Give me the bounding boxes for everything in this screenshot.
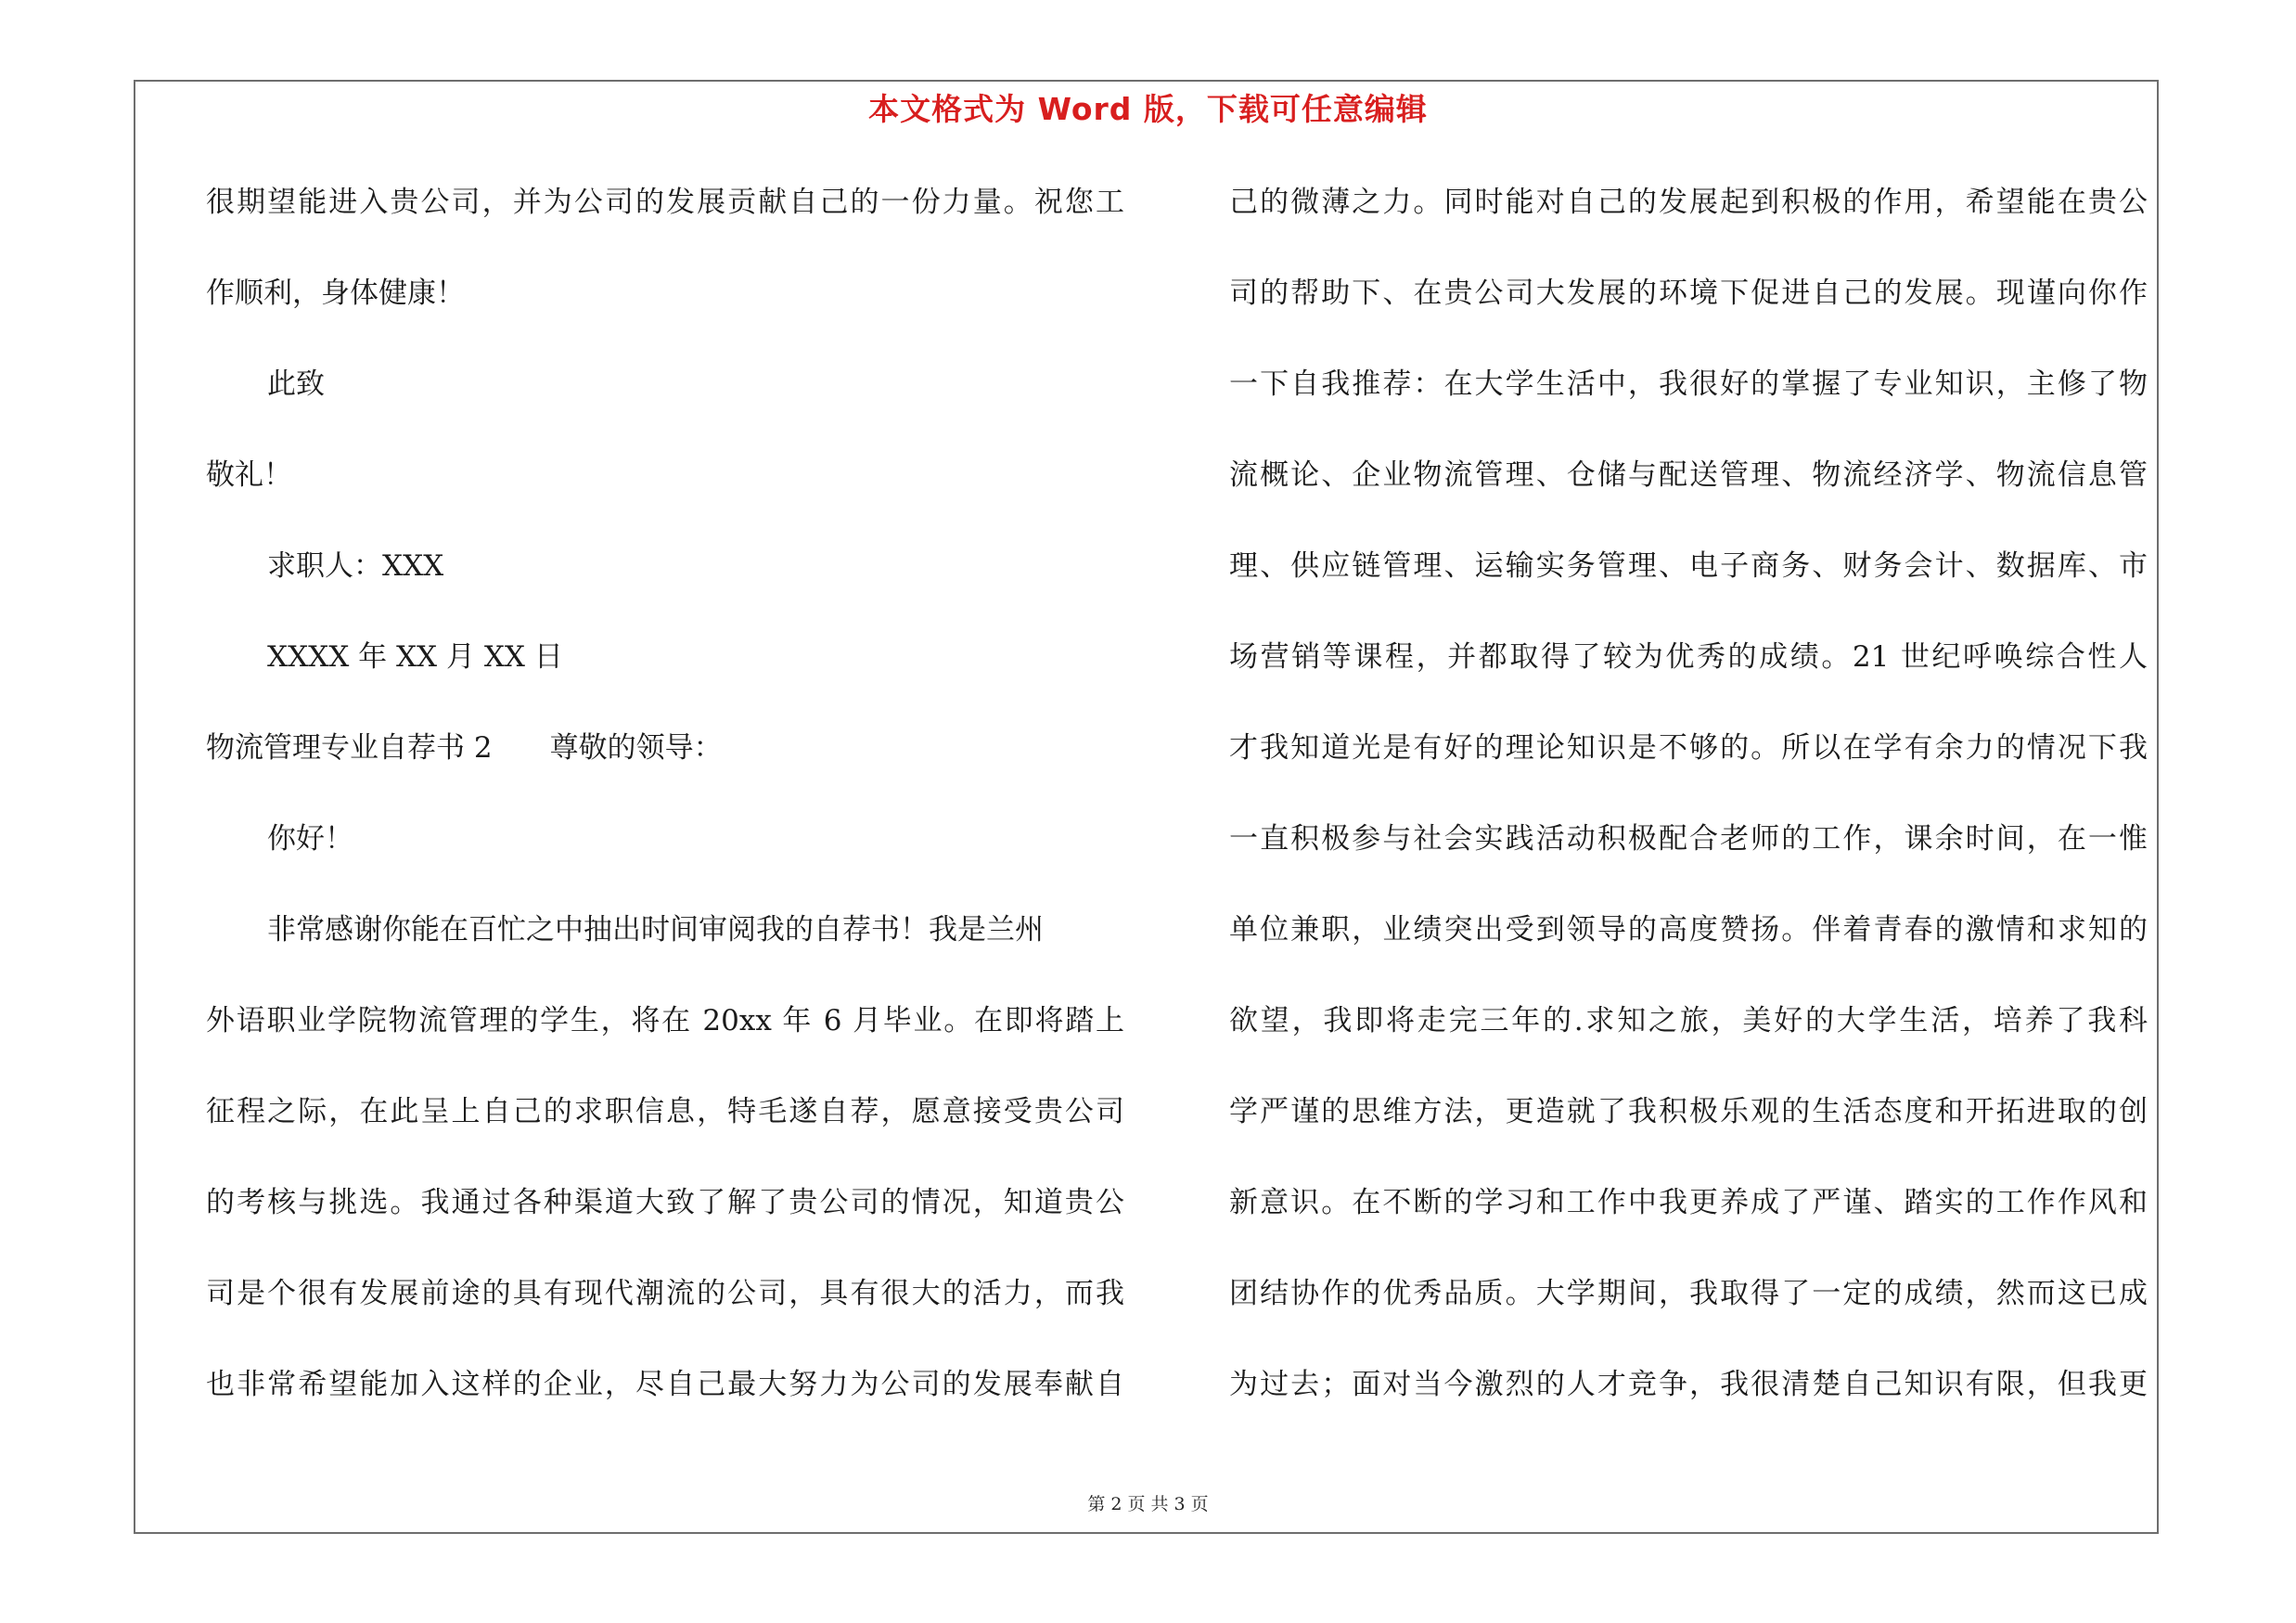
left-line-1: 很期望能进入贵公司，并为公司的发展贡献自己的一份力量。祝您工 bbox=[206, 186, 1124, 219]
right-line-14: 为过去；面对当今激烈的人才竞争，我很清楚自己知识有限，但我更 bbox=[1229, 1368, 2148, 1401]
applicant-line: 求职人：XXX bbox=[267, 549, 444, 583]
page-number-footer: 第 2 页 共 3 页 bbox=[1087, 1494, 1209, 1514]
left-line-14: 也非常希望能加入这样的企业，尽自己最大努力为公司的发展奉献自 bbox=[206, 1368, 1124, 1401]
date-line: XXXX 年 XX 月 XX 日 bbox=[267, 640, 563, 674]
left-line-9: 非常感谢你能在百忙之中抽出时间审阅我的自荐书！我是兰州 bbox=[267, 913, 1044, 947]
right-line-7: 才我知道光是有好的理论知识是不够的。所以在学有余力的情况下我 bbox=[1229, 731, 2148, 765]
right-line-5: 理、供应链管理、运输实务管理、电子商务、财务会计、数据库、市 bbox=[1229, 549, 2148, 583]
right-line-13: 团结协作的优秀品质。大学期间，我取得了一定的成绩，然而这已成 bbox=[1229, 1277, 2148, 1310]
right-line-11: 学严谨的思维方法，更造就了我积极乐观的生活态度和开拓进取的创 bbox=[1229, 1095, 2148, 1128]
right-line-12: 新意识。在不断的学习和工作中我更养成了严谨、踏实的工作作风和 bbox=[1229, 1186, 2148, 1219]
greeting-line: 你好！ bbox=[267, 822, 353, 856]
right-line-4: 流概论、企业物流管理、仓储与配送管理、物流经济学、物流信息管 bbox=[1229, 458, 2148, 492]
right-line-8: 一直积极参与社会实践活动积极配合老师的工作，课余时间，在一惟 bbox=[1229, 822, 2148, 856]
left-line-12: 的考核与挑选。我通过各种渠道大致了解了贵公司的情况，知道贵公 bbox=[206, 1186, 1124, 1219]
right-line-1: 己的微薄之力。同时能对自己的发展起到积极的作用，希望能在贵公 bbox=[1229, 186, 2148, 219]
right-line-9: 单位兼职，业绩突出受到领导的高度赞扬。伴着青春的激情和求知的 bbox=[1229, 913, 2148, 947]
right-line-3: 一下自我推荐：在大学生活中，我很好的掌握了专业知识，主修了物 bbox=[1229, 367, 2148, 401]
right-line-2: 司的帮助下、在贵公司大发展的环境下促进自己的发展。现谨向你作 bbox=[1229, 277, 2148, 310]
right-line-6: 场营销等课程，并都取得了较为优秀的成绩。21 世纪呼唤综合性人 bbox=[1229, 640, 2148, 674]
right-line-10: 欲望，我即将走完三年的.求知之旅，美好的大学生活，培养了我科 bbox=[1229, 1004, 2148, 1037]
right-column bbox=[1229, 182, 2148, 1453]
section-heading: 物流管理专业自荐书 2 尊敬的领导： bbox=[206, 731, 723, 765]
left-line-11: 征程之际，在此呈上自己的求职信息，特毛遂自荐，愿意接受贵公司 bbox=[206, 1095, 1124, 1128]
left-line-10: 外语职业学院物流管理的学生，将在 20xx 年 6 月毕业。在即将踏上 bbox=[206, 1004, 1124, 1037]
left-line-2: 作顺利，身体健康！ bbox=[206, 277, 465, 310]
left-column bbox=[206, 182, 1124, 1453]
format-banner: 本文格式为 Word 版，下载可任意编辑 bbox=[868, 91, 1428, 127]
salutation-cizhi: 此致 bbox=[267, 367, 325, 401]
salutation-jingli: 敬礼！ bbox=[206, 458, 292, 492]
left-line-13: 司是个很有发展前途的具有现代潮流的公司，具有很大的活力，而我 bbox=[206, 1277, 1124, 1310]
